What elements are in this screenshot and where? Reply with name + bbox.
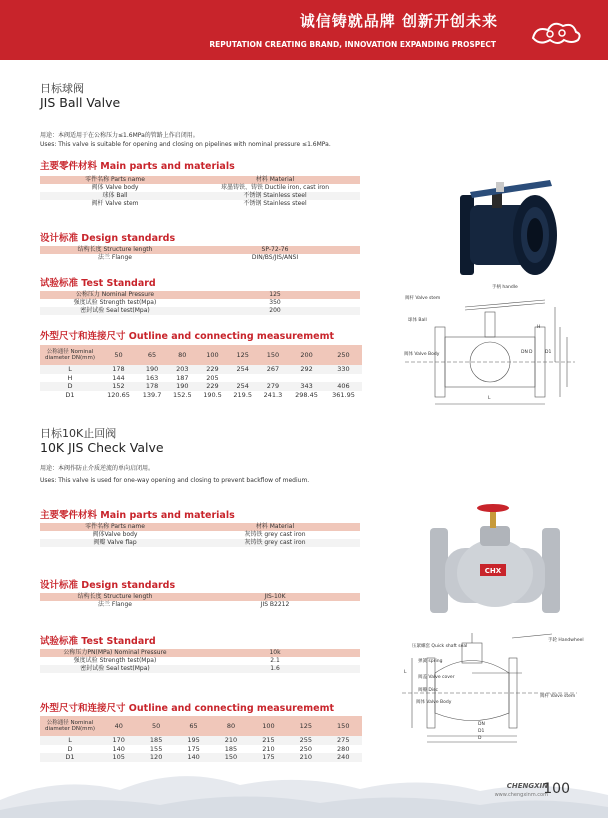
- table-cell: 406: [325, 382, 362, 391]
- table-cell: 144: [112, 373, 125, 382]
- page-number: 100: [543, 781, 570, 797]
- table-cell: 阀体 Valve body: [40, 184, 190, 192]
- table-cell: 229: [197, 365, 227, 374]
- table-cell: 187: [176, 373, 189, 382]
- table-cell: 361.95: [332, 390, 355, 399]
- table-cell: 105: [100, 753, 137, 762]
- table-cell: 210: [262, 744, 275, 753]
- ball-design-heading: 设计标准 Design standards: [40, 233, 176, 244]
- table-cell: 203: [167, 365, 197, 374]
- table-cell: 强度试验 Strength test(Mpa): [40, 657, 190, 665]
- table-cell: 灰铸铁 grey cast iron: [190, 531, 360, 539]
- dim-row-label: L: [40, 365, 100, 374]
- label-D1-check: D1: [478, 729, 485, 734]
- table-cell: 292: [288, 365, 325, 374]
- table-cell: 120: [137, 753, 174, 762]
- ball-title-en: JIS Ball Valve: [40, 95, 121, 110]
- ball-valve-drawing: [405, 282, 575, 412]
- ball-dimension-table: [40, 345, 362, 399]
- label-stem-check: 阀杆 Valve stem: [540, 694, 576, 699]
- check-parts-table: [40, 523, 360, 547]
- dim-column-header: 125: [287, 716, 324, 736]
- cloud-logo-icon: [528, 18, 583, 48]
- check-badge: CHX: [484, 567, 502, 575]
- table-cell: 205: [206, 373, 219, 382]
- table-cell: DIN/BS/JIS/ANSI: [190, 254, 360, 262]
- table-cell: 1.6: [190, 665, 360, 673]
- dim-column-header: 50: [100, 345, 137, 365]
- table-cell: 255: [287, 736, 324, 745]
- dim-row-label: D1: [40, 753, 100, 762]
- table-cell: 不锈钢 Stainless steel: [190, 200, 360, 208]
- table-cell: 190: [167, 382, 197, 391]
- ball-test-table: [40, 291, 360, 315]
- footer-brand: CHENGXIN: [506, 782, 548, 790]
- table-cell: 球墨铸铁、铸铁 Ductile iron, cast iron: [190, 184, 360, 192]
- table-cell: 275: [325, 736, 362, 745]
- table-cell: 210: [212, 736, 249, 745]
- dim-row-label: D: [40, 382, 100, 391]
- dim-row-label: D1: [65, 390, 75, 399]
- check-design-heading: 设计标准 Design standards: [40, 580, 176, 591]
- table-row: [40, 382, 362, 391]
- table-cell: [325, 374, 362, 383]
- table-cell: 254: [228, 365, 258, 374]
- table-row: [40, 365, 362, 374]
- table-cell: 280: [337, 744, 350, 753]
- label-spring: 弹簧 spring: [418, 659, 443, 664]
- table-cell: 152.5: [172, 390, 192, 399]
- label-disc: 阀瓣 Disc: [418, 688, 438, 693]
- table-cell: 267: [258, 365, 288, 374]
- table-cell: 结构长度 Structure length: [40, 593, 190, 601]
- table-cell: 343: [288, 382, 325, 391]
- label-body: 阀体 Valve Body: [404, 352, 440, 357]
- check-test-heading: 试验标准 Test Standard: [40, 636, 156, 647]
- table-cell: 254: [228, 382, 258, 391]
- label-D: D: [529, 350, 533, 355]
- table-cell: 178: [100, 365, 137, 374]
- ball-parts-table: [40, 176, 360, 208]
- table-cell: 球体 Ball: [40, 192, 190, 200]
- label-body-check: 阀体 Valve Body: [416, 700, 452, 705]
- table-cell: 零件名称 Parts name: [40, 176, 190, 184]
- table-cell: 材料 Material: [190, 176, 360, 184]
- table-cell: 密封试验 Seal test(Mpa): [40, 665, 190, 673]
- top-banner: [0, 0, 608, 60]
- table-cell: 200: [190, 307, 360, 315]
- check-use-cn: 用途：本阀作防止介质逆流的单向启闭用。: [40, 465, 155, 472]
- table-cell: 140: [175, 753, 212, 762]
- label-nut: 阀盖 Valve cover: [418, 675, 455, 680]
- dim-column-header: 150: [258, 345, 288, 365]
- table-cell: 195: [175, 736, 212, 745]
- check-valve-photo: [420, 498, 570, 618]
- table-cell: 219.5: [233, 390, 253, 399]
- label-ball: 球体 Ball: [408, 318, 427, 323]
- table-row: [40, 391, 362, 400]
- slogan-cn: 诚信铸就品牌 创新开创未来: [299, 12, 498, 30]
- ball-use-en: Uses: This valve is suitable for opening and closing on pipelines with nominal pressure ≤1.6MPa.: [40, 141, 331, 148]
- table-cell: 229: [197, 382, 227, 391]
- table-cell: [288, 374, 325, 383]
- dim-column-header: 65: [137, 345, 167, 365]
- dim-column-header: 250: [325, 345, 362, 365]
- check-test-table: [40, 649, 360, 673]
- dim-column-header: 100: [197, 345, 227, 365]
- table-cell: 330: [325, 365, 362, 374]
- check-parts-heading: 主要零件材料 Main parts and materials: [40, 510, 235, 521]
- table-cell: 163: [145, 373, 159, 382]
- table-cell: 法兰 Flange: [40, 254, 190, 262]
- table-cell: 阀瓣 Valve flap: [40, 539, 190, 547]
- ball-valve-photo: [440, 170, 570, 280]
- check-use-en: Uses: This valve is used for one-way opening and closing to prevent backflow of medium.: [40, 477, 310, 484]
- table-cell: 175: [250, 753, 287, 762]
- label-H: H: [537, 325, 541, 330]
- table-cell: 190: [137, 365, 167, 374]
- ball-design-table: [40, 246, 360, 262]
- table-cell: 140: [112, 744, 125, 753]
- ball-title-cn: 日标球阀: [40, 82, 84, 95]
- table-cell: 240: [325, 753, 362, 762]
- table-cell: 250: [299, 744, 313, 753]
- label-L-check: L: [404, 670, 407, 675]
- table-cell: JIS B2212: [190, 601, 360, 609]
- table-cell: 155: [149, 744, 163, 753]
- check-title-en: 10K JIS Check Valve: [40, 440, 164, 455]
- dim-column-header: 200: [288, 345, 325, 365]
- dim-header-label: 公称通径 Nominal diameter DN(mm): [40, 716, 100, 736]
- label-DN: DN: [521, 350, 528, 355]
- table-cell: 175: [187, 744, 200, 753]
- table-cell: 178: [137, 382, 167, 391]
- label-L: L: [488, 396, 491, 401]
- table-cell: [258, 374, 288, 383]
- label-handwheel: 手轮 Handwheel: [548, 638, 584, 643]
- table-cell: 241.3: [263, 390, 283, 399]
- table-cell: 185: [224, 744, 238, 753]
- dim-header-label: 公称通径 Nominal diameter DN(mm): [40, 345, 100, 365]
- footer-website: www.chengxinm.com: [494, 792, 548, 798]
- table-cell: 法兰 Flange: [40, 601, 190, 609]
- table-cell: 公称压力PN(MPa) Nominal Pressure: [40, 649, 190, 657]
- label-gland: 压紧螺套 Quick shaft seal: [412, 644, 468, 649]
- label-stem: 阀杆 Valve stem: [405, 296, 441, 301]
- table-cell: 零件名称 Parts name: [40, 523, 190, 531]
- dim-column-header: 65: [175, 716, 212, 736]
- dim-row-label: D: [67, 744, 73, 753]
- table-cell: 材料 Material: [190, 523, 360, 531]
- table-cell: 150: [212, 753, 249, 762]
- ball-parts-heading: 主要零件材料 Main parts and materials: [40, 161, 235, 172]
- table-cell: 139.7: [142, 390, 162, 399]
- table-cell: 2.1: [190, 657, 360, 665]
- dim-column-header: 125: [228, 345, 258, 365]
- label-D-check: D: [478, 736, 482, 741]
- table-cell: SP-72-76: [190, 246, 360, 254]
- slogan-en: REPUTATION CREATING BRAND, INNOVATION EXPANDING PROSPECT: [209, 40, 496, 49]
- check-design-table: [40, 593, 360, 609]
- table-cell: 350: [190, 299, 360, 307]
- dim-column-header: 80: [167, 345, 197, 365]
- table-cell: 结构长度 Structure length: [40, 246, 190, 254]
- table-cell: 170: [100, 736, 137, 745]
- table-cell: 阀体Valve body: [40, 531, 190, 539]
- dim-column-header: 80: [212, 716, 249, 736]
- label-D1: D1: [545, 350, 552, 355]
- table-cell: 125: [190, 291, 360, 299]
- table-cell: [228, 374, 258, 383]
- table-cell: 阀杆 Valve stem: [40, 200, 190, 208]
- table-row: [40, 736, 362, 745]
- table-cell: 152: [100, 382, 137, 391]
- ball-test-heading: 试验标准 Test Standard: [40, 278, 156, 289]
- table-cell: 185: [137, 736, 174, 745]
- check-dim-heading: 外型尺寸和连接尺寸 Outline and connecting measurememt: [40, 703, 335, 714]
- table-cell: 298.45: [295, 390, 318, 399]
- table-cell: 120.65: [107, 390, 130, 399]
- table-cell: 灰铸铁 grey cast iron: [190, 539, 360, 547]
- dim-column-header: 150: [325, 716, 362, 736]
- dim-row-label: H: [67, 373, 73, 382]
- table-cell: 不锈钢 Stainless steel: [190, 192, 360, 200]
- dim-row-label: L: [40, 736, 100, 745]
- table-cell: JIS-10K: [190, 593, 360, 601]
- ball-use-cn: 用途：本阀适用于在公称压力≤1.6MPa的管路上作启闭用。: [40, 132, 199, 139]
- table-cell: 公称压力 Nominal Pressure: [40, 291, 190, 299]
- dim-column-header: 50: [137, 716, 174, 736]
- label-DN-check: DN: [478, 722, 485, 727]
- dim-column-header: 40: [100, 716, 137, 736]
- ball-dim-heading: 外型尺寸和连接尺寸 Outline and connecting measurememt: [40, 331, 335, 342]
- table-cell: 279: [258, 382, 288, 391]
- check-title-cn: 日标10K止回阀: [40, 427, 117, 440]
- dim-column-header: 100: [250, 716, 287, 736]
- table-cell: 190.5: [203, 390, 222, 399]
- table-cell: 10k: [190, 649, 360, 657]
- table-row: [40, 374, 362, 383]
- label-handle: 手柄 handle: [492, 285, 518, 290]
- table-cell: 密封试验 Seal test(Mpa): [40, 307, 190, 315]
- table-cell: 强度试验 Strength test(Mpa): [40, 299, 190, 307]
- table-cell: 215: [250, 736, 287, 745]
- table-cell: 210: [287, 753, 324, 762]
